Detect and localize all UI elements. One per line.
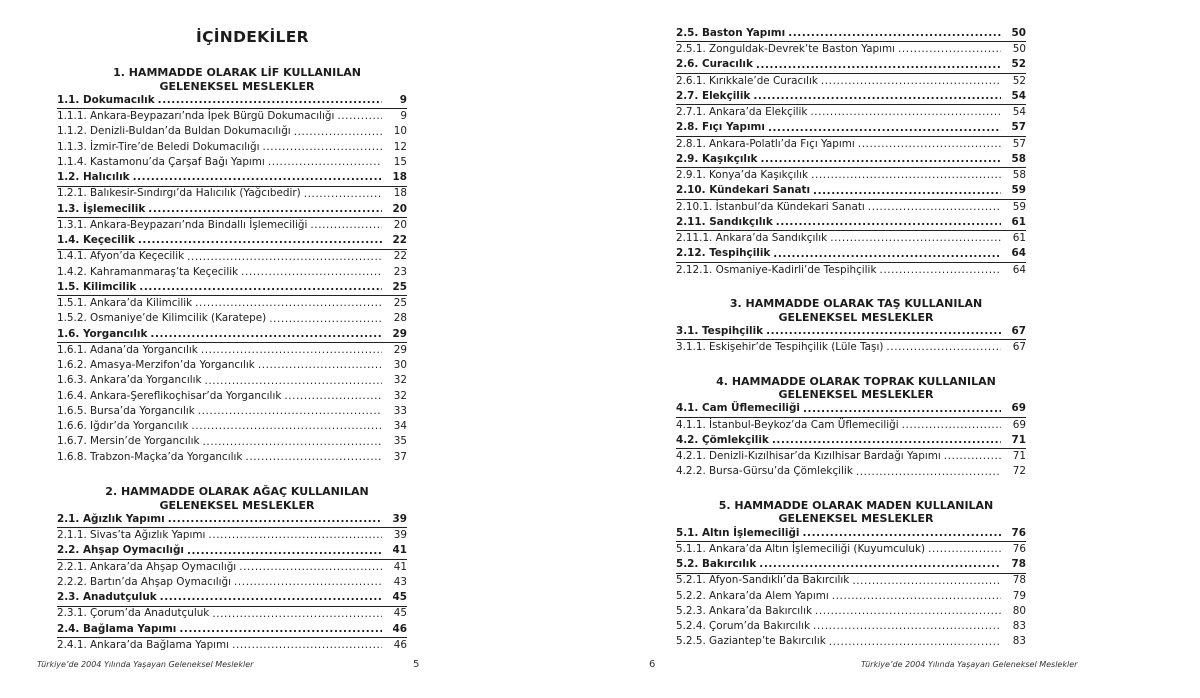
page-footer: Türkiye’de 2004 Yılında Yaşayan Geleneksel Meslekler: [861, 660, 1078, 669]
toc-page-number: 67: [1012, 341, 1026, 354]
toc-entry: [676, 74, 1026, 89]
section-heading-line: 5. HAMMADDE OLARAK MADEN KULLANILAN: [718, 498, 994, 512]
toc-entry-title: 5.2.4. Çorum’da Bakırcılık: [676, 620, 811, 633]
toc-entry: [57, 109, 407, 124]
toc-entry: [676, 200, 1026, 215]
toc-entry-title: 2.4. Bağlama Yapımı: [57, 622, 177, 635]
toc-entry-title: 5.2. Bakırcılık: [676, 558, 757, 571]
toc-section-entry: [57, 202, 407, 218]
toc-entry-title: 2.8.1. Ankara-Polatlı’da Fıçı Yapımı: [676, 137, 855, 150]
toc-page-number: 25: [392, 280, 407, 293]
toc-entry-title: 1.2.1. Balıkesir-Sındırgı’da Halıcılık (Yağcıbedir): [57, 187, 301, 200]
toc-page-number: 20: [392, 202, 407, 215]
leader-dots: [829, 635, 1001, 650]
toc-page-number: 83: [1012, 620, 1026, 633]
toc-entry: [676, 42, 1026, 57]
toc-page-number: 22: [393, 250, 407, 263]
toc-page-number: 28: [393, 312, 407, 325]
toc-entry-title: 5.2.2. Ankara’da Alem Yapımı: [676, 589, 829, 602]
toc-entry-title: 2.10.1. İstanbul’da Kündekari Sanatı: [676, 200, 865, 213]
toc-page-number: 12: [393, 140, 407, 153]
toc-entry-title: 1.3.1. Ankara-Beypazarı’nda Bindallı İşlemeciliği: [57, 218, 308, 231]
toc-page-number: 46: [392, 622, 407, 635]
leader-dots: [205, 374, 383, 389]
toc-section-entry: [676, 26, 1026, 42]
toc-page-number: 32: [393, 389, 407, 402]
toc-section-entry: [57, 170, 407, 186]
toc-page-number: 35: [393, 435, 407, 448]
toc-entry: [57, 358, 407, 373]
toc-section-entry: [676, 402, 1026, 418]
leader-dots: [852, 574, 1001, 589]
toc-entry-title: 5.1.1. Ankara’da Altın İşlemeciliği (Kuyumculuk): [676, 542, 926, 555]
toc-entry: [676, 263, 1026, 278]
toc-entry: [676, 137, 1026, 152]
leader-dots: [902, 418, 1001, 433]
toc-page-number: 76: [1011, 526, 1026, 539]
toc-entry-title: 2.2.2. Bartın’da Ahşap Oymacılığı: [57, 575, 231, 588]
toc-title: İÇİNDEKİLER: [196, 28, 309, 46]
toc-entry-title: 2.4.1. Ankara’da Bağlama Yapımı: [57, 638, 230, 651]
toc-page-number: 15: [393, 155, 407, 168]
toc-page-number: 64: [1012, 263, 1026, 276]
toc-entry-title: 2.12. Tespihçilik: [676, 247, 771, 260]
leader-dots: [776, 215, 1001, 230]
toc-entry-title: 4.1. Cam Üflemeciliği: [676, 402, 800, 415]
section-heading-line: GELENEKSEL MESLEKLER: [778, 310, 934, 324]
leader-dots: [756, 58, 1001, 73]
toc-section-entry: [676, 557, 1026, 573]
toc-entry: [57, 312, 407, 327]
leader-dots: [133, 170, 382, 185]
toc-entry-title: 2.8. Fıçı Yapımı: [676, 121, 765, 134]
toc-page-number: 61: [1012, 232, 1026, 245]
toc-page-number: 45: [392, 591, 407, 604]
leader-dots: [268, 155, 382, 170]
leader-dots: [928, 542, 1001, 557]
toc-entry-title: 1.6.1. Adana’da Yorgancılık: [57, 343, 198, 356]
toc-entry: [57, 155, 407, 170]
toc-entry: [57, 419, 407, 434]
toc-page-number: 79: [1012, 589, 1026, 602]
section-heading-line: 2. HAMMADDE OLARAK AĞAÇ KULLANILAN: [105, 485, 369, 498]
toc-entry-title: 2.6.1. Kırıkkale’de Curacılık: [676, 74, 818, 87]
toc-entry-title: 2.9. Kaşıkçılık: [676, 152, 758, 165]
toc-page-number: 23: [393, 265, 407, 278]
leader-dots: [813, 619, 1001, 634]
toc-entry: [676, 542, 1026, 557]
section-heading-4: [676, 375, 1026, 402]
toc-entry: [676, 168, 1026, 183]
leader-dots: [139, 280, 382, 295]
section-heading-line: GELENEKSEL MESLEKLER: [159, 498, 315, 512]
toc-section-entry: [676, 526, 1026, 542]
section-heading-5: [676, 499, 1026, 526]
toc-entry: [57, 250, 407, 265]
toc-entry-title: 2.3. Anadutçuluk: [57, 591, 157, 604]
toc-page-number: 29: [392, 327, 407, 340]
toc-page-number: 39: [392, 512, 407, 525]
toc-entry: [57, 374, 407, 389]
toc-page-number: 9: [399, 93, 407, 106]
toc-entry-title: 1.6.6. Iğdır’da Yorgancılık: [57, 420, 189, 433]
leader-dots: [212, 607, 382, 622]
leader-dots: [158, 93, 382, 108]
toc-entry-title: 1.1.4. Kastamonu’da Çarşaf Bağı Yapımı: [57, 155, 265, 168]
leader-dots: [858, 137, 1001, 152]
leader-dots: [284, 389, 382, 404]
toc-entry: [676, 635, 1026, 650]
toc-page-number: 10: [393, 125, 407, 138]
leader-dots: [766, 324, 1001, 339]
toc-section-entry: [57, 512, 407, 528]
toc-page-number: 37: [393, 450, 407, 463]
leader-dots: [898, 42, 1001, 57]
toc-entry: [57, 140, 407, 155]
toc-page-number: 39: [393, 529, 407, 542]
toc-entry: [57, 575, 407, 590]
toc-entry-title: 2.5. Baston Yapımı: [676, 26, 786, 39]
toc-entry: [676, 231, 1026, 246]
leader-dots: [832, 589, 1001, 604]
toc-group: [57, 93, 407, 465]
toc-page-number: 50: [1012, 43, 1026, 56]
toc-page-number: 72: [1012, 465, 1026, 478]
right-page: [600, 0, 1200, 698]
toc-page-number: 46: [393, 638, 407, 651]
toc-entry: [676, 105, 1026, 120]
leader-dots: [294, 125, 382, 140]
toc-section-entry: [57, 544, 407, 560]
toc-entry-title: 1.2. Halıcılık: [57, 171, 130, 184]
toc-entry-title: 3.1.1. Eskişehir’de Tespihçilik (Lüle Taşı): [676, 341, 884, 354]
leader-dots: [191, 419, 382, 434]
section-heading-line: GELENEKSEL MESLEKLER: [159, 79, 315, 93]
leader-dots: [944, 449, 1001, 464]
toc-entry-title: 2.2.1. Ankara’da Ahşap Oymacılığı: [57, 560, 237, 573]
toc-entry: [57, 343, 407, 358]
toc-entry-title: 2.3.1. Çorum’da Anadutçuluk: [57, 607, 210, 620]
leader-dots: [258, 358, 382, 373]
toc-entry-title: 1.6.5. Bursa’da Yorgancılık: [57, 404, 195, 417]
toc-entry-title: 1.6.4. Ankara-Şereflikoçhisar’da Yorgancılık: [57, 389, 282, 402]
section-heading-line: GELENEKSEL MESLEKLER: [778, 512, 934, 526]
toc-page-number: 71: [1011, 433, 1026, 446]
toc-entry-title: 5.2.1. Afyon-Sandıklı’da Bakırcılık: [676, 574, 850, 587]
toc-entry: [57, 265, 407, 280]
leader-dots: [232, 638, 382, 653]
toc-section-entry: [676, 184, 1026, 200]
toc-group: [676, 402, 1026, 480]
leader-dots: [821, 74, 1001, 89]
toc-entry-title: 1.6.8. Trabzon-Maçka’da Yorgancılık: [57, 450, 243, 463]
toc-section-entry: [57, 280, 407, 296]
toc-section-entry: [57, 327, 407, 343]
toc-page-number: 18: [392, 171, 407, 184]
toc-entry: [676, 619, 1026, 634]
toc-entry-title: 1.3. İşlemecilik: [57, 202, 146, 215]
leader-dots: [195, 296, 382, 311]
right-toc-column: [676, 26, 1026, 650]
toc-page-number: 25: [393, 297, 407, 310]
section-heading-line: 3. HAMMADDE OLARAK TAŞ KULLANILAN: [729, 297, 983, 310]
toc-section-entry: [676, 121, 1026, 137]
toc-page-number: 9: [400, 110, 407, 123]
toc-page-number: 76: [1012, 542, 1026, 555]
leader-dots: [234, 575, 382, 590]
leader-dots: [138, 233, 382, 248]
toc-entry: [57, 296, 407, 311]
leader-dots: [810, 105, 1001, 120]
toc-entry-title: 1.6.2. Amasya-Merzifon’da Yorgancılık: [57, 359, 255, 372]
toc-page-number: 52: [1011, 58, 1026, 71]
toc-page-number: 71: [1012, 450, 1026, 463]
leader-dots: [772, 433, 1001, 448]
leader-dots: [856, 465, 1001, 480]
toc-entry-title: 1.4.1. Afyon’da Keçecilik: [57, 250, 185, 263]
toc-entry-title: 2.7.1. Ankara’da Elekçilik: [676, 106, 808, 119]
toc-entry-title: 2.2. Ahşap Oymacılığı: [57, 544, 184, 557]
toc-page-number: 64: [1011, 247, 1026, 260]
leader-dots: [241, 265, 382, 280]
toc-entry-title: 2.6. Curacılık: [676, 58, 753, 71]
toc-page-number: 43: [393, 575, 407, 588]
toc-page-number: 54: [1011, 89, 1026, 102]
leader-dots: [803, 402, 1001, 417]
leader-dots: [815, 604, 1001, 619]
toc-section-entry: [57, 590, 407, 606]
leader-dots: [886, 340, 1001, 355]
toc-page-number: 59: [1011, 184, 1026, 197]
section-heading-2: [57, 485, 407, 512]
toc-entry: [57, 404, 407, 419]
toc-entry-title: 1.1.2. Denizli-Buldan’da Buldan Dokumacılığı: [57, 125, 291, 138]
leader-dots: [773, 247, 1001, 262]
leader-dots: [768, 121, 1001, 136]
toc-group: [676, 324, 1026, 356]
toc-page-number: 83: [1012, 635, 1026, 648]
leader-dots: [239, 560, 382, 575]
toc-entry-title: 1.1.3. İzmir-Tire’de Beledi Dokumacılığı: [57, 140, 260, 153]
toc-entry: [57, 125, 407, 140]
toc-entry: [676, 465, 1026, 480]
toc-page-number: 34: [393, 420, 407, 433]
leader-dots: [879, 263, 1001, 278]
toc-entry: [676, 589, 1026, 604]
leader-dots: [198, 404, 382, 419]
toc-entry-title: 1.1.1. Ankara-Beypazarı’nda İpek Bürgü Dokumacılığı: [57, 110, 335, 123]
leader-dots: [179, 622, 382, 637]
leader-dots: [337, 109, 382, 124]
toc-entry-title: 5.1. Altın İşlemeciliği: [676, 526, 800, 539]
toc-page-number: 32: [393, 374, 407, 387]
toc-page-number: 29: [393, 343, 407, 356]
toc-entry: [57, 450, 407, 465]
toc-section-entry: [676, 215, 1026, 231]
toc-section-entry: [676, 152, 1026, 168]
toc-entry-title: 1.4.2. Kahramanmaraş’ta Keçecilik: [57, 265, 239, 278]
toc-section-entry: [57, 622, 407, 638]
toc-page-number: 30: [393, 359, 407, 372]
toc-section-entry: [676, 89, 1026, 105]
toc-page-number: 57: [1011, 121, 1026, 134]
leader-dots: [168, 512, 382, 527]
section-heading-3: [676, 297, 1026, 324]
leader-dots: [830, 231, 1001, 246]
toc-entry-title: 5.2.5. Gaziantep’te Bakırcılık: [676, 635, 826, 648]
leader-dots: [245, 450, 382, 465]
toc-entry-title: 1.6. Yorgancılık: [57, 327, 148, 340]
page-footer: Türkiye’de 2004 Yılında Yaşayan Geleneksel Meslekler: [37, 660, 254, 669]
toc-entry-title: 1.5.1. Ankara’da Kilimcilik: [57, 297, 193, 310]
toc-entry-title: 2.12.1. Osmaniye-Kadirli’de Tespihçilik: [676, 263, 877, 276]
toc-section-entry: [676, 324, 1026, 340]
toc-entry: [57, 560, 407, 575]
section-heading-line: 1. HAMMADDE OLARAK LİF KULLANILAN: [113, 66, 361, 79]
section-heading-1: [57, 66, 407, 93]
toc-entry: [57, 389, 407, 404]
toc-entry: [676, 604, 1026, 619]
toc-entry: [57, 218, 407, 233]
toc-group: [57, 512, 407, 653]
leader-dots: [788, 26, 1001, 41]
toc-entry: [676, 449, 1026, 464]
toc-entry-title: 1.1. Dokumacılık: [57, 93, 155, 106]
section-heading-line: 4. HAMMADDE OLARAK TOPRAK KULLANILAN: [716, 374, 996, 388]
leader-dots: [760, 152, 1001, 167]
toc-page-number: 54: [1012, 106, 1026, 119]
toc-page-number: 78: [1011, 558, 1026, 571]
toc-entry-title: 5.2.3. Ankara’da Bakırcılık: [676, 604, 812, 617]
toc-section-entry: [57, 233, 407, 249]
toc-group: [676, 526, 1026, 650]
toc-entry: [676, 340, 1026, 355]
toc-entry-title: 2.1. Ağızlık Yapımı: [57, 512, 165, 525]
toc-entry-title: 4.2.1. Denizli-Kızılhisar’da Kızılhisar Bardağı Yapımı: [676, 450, 941, 463]
leader-dots: [310, 218, 382, 233]
toc-page-number: 57: [1012, 137, 1026, 150]
toc-section-entry: [676, 58, 1026, 74]
leader-dots: [187, 544, 382, 559]
toc-entry-title: 2.10. Kündekari Sanatı: [676, 184, 811, 197]
left-toc-column: [57, 66, 407, 653]
toc-group: [676, 26, 1026, 278]
toc-page-number: 58: [1011, 152, 1026, 165]
toc-entry-title: 1.6.7. Mersin’de Yorgancılık: [57, 435, 200, 448]
leader-dots: [201, 343, 382, 358]
leader-dots: [187, 250, 382, 265]
toc-entry-title: 2.11. Sandıkçılık: [676, 215, 773, 228]
toc-section-entry: [676, 247, 1026, 263]
toc-section-entry: [676, 433, 1026, 449]
section-heading-line: GELENEKSEL MESLEKLER: [778, 388, 934, 401]
toc-page-number: 61: [1011, 215, 1026, 228]
toc-page-number: 52: [1012, 74, 1026, 87]
toc-page-number: 41: [393, 560, 407, 573]
toc-page-number: 20: [393, 218, 407, 231]
toc-entry-title: 1.5. Kilimcilik: [57, 280, 137, 293]
toc-page-number: 59: [1012, 200, 1026, 213]
leader-dots: [813, 184, 1001, 199]
toc-entry-title: 4.2.2. Bursa-Gürsu’da Çömlekçilik: [676, 465, 853, 478]
leader-dots: [868, 200, 1001, 215]
toc-entry: [57, 607, 407, 622]
page-number: 6: [649, 659, 656, 670]
leader-dots: [263, 140, 383, 155]
toc-entry-title: 2.7. Elekçilik: [676, 89, 751, 102]
leader-dots: [811, 168, 1001, 183]
toc-page-number: 33: [393, 404, 407, 417]
toc-entry: [57, 187, 407, 202]
toc-entry-title: 1.5.2. Osmaniye’de Kilimcilik (Karatepe): [57, 312, 267, 325]
leader-dots: [160, 590, 382, 605]
toc-entry-title: 2.11.1. Ankara’da Sandıkçılık: [676, 232, 828, 245]
leader-dots: [203, 435, 382, 450]
toc-entry-title: 2.1.1. Sivas’ta Ağızlık Yapımı: [57, 529, 206, 542]
leader-dots: [150, 327, 382, 342]
toc-page-number: 78: [1012, 574, 1026, 587]
toc-page-number: 22: [392, 234, 407, 247]
toc-entry: [676, 418, 1026, 433]
toc-entry-title: 2.9.1. Konya’da Kaşıkçılık: [676, 169, 809, 182]
leader-dots: [304, 187, 382, 202]
page-number: 5: [413, 659, 420, 670]
toc-entry-title: 1.4. Keçecilik: [57, 234, 135, 247]
toc-entry-title: 3.1. Tespihçilik: [676, 324, 764, 337]
toc-entry: [676, 574, 1026, 589]
leader-dots: [208, 528, 382, 543]
toc-entry-title: 4.2. Çömlekçilik: [676, 433, 769, 446]
leader-dots: [759, 557, 1001, 572]
toc-entry-title: 4.1.1. İstanbul-Beykoz’da Cam Üflemeciliği: [676, 418, 899, 431]
toc-page-number: 67: [1011, 324, 1026, 337]
toc-page-number: 45: [393, 607, 407, 620]
leader-dots: [753, 89, 1001, 104]
toc-page-number: 18: [393, 187, 407, 200]
toc-entry: [57, 435, 407, 450]
toc-page-number: 80: [1012, 604, 1026, 617]
toc-page-number: 58: [1012, 169, 1026, 182]
toc-page-number: 41: [392, 544, 407, 557]
leader-dots: [269, 312, 382, 327]
toc-entry-title: 1.6.3. Ankara’da Yorgancılık: [57, 374, 202, 387]
toc-page-number: 50: [1011, 26, 1026, 39]
toc-entry: [57, 528, 407, 543]
toc-page-number: 69: [1012, 418, 1026, 431]
toc-section-entry: [57, 93, 407, 109]
toc-entry-title: 2.5.1. Zonguldak-Devrek’te Baston Yapımı: [676, 43, 895, 56]
leader-dots: [148, 202, 382, 217]
toc-page-number: 69: [1011, 402, 1026, 415]
toc-entry: [57, 638, 407, 653]
leader-dots: [803, 526, 1002, 541]
